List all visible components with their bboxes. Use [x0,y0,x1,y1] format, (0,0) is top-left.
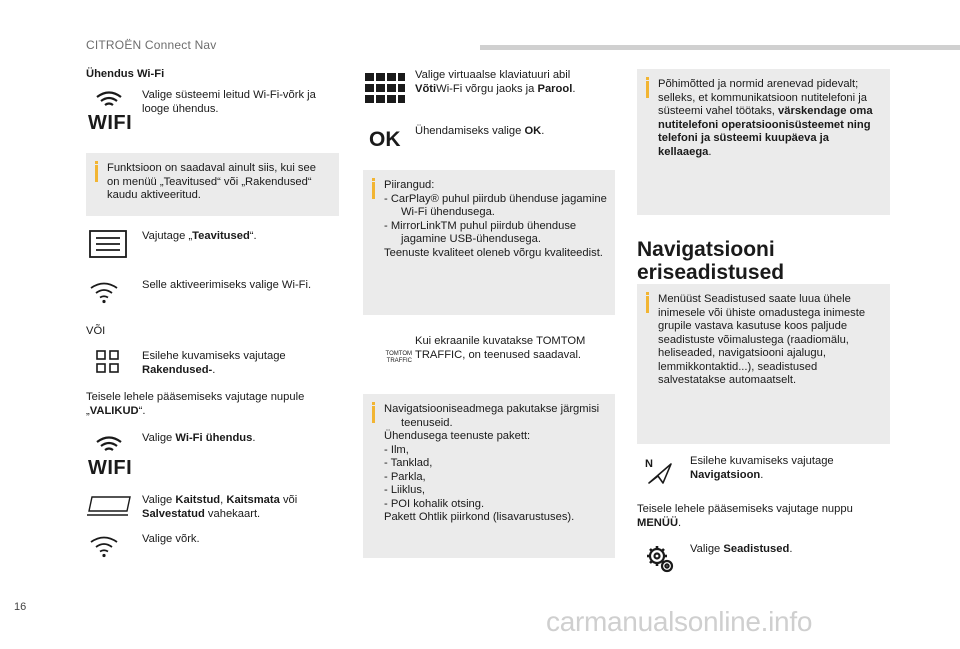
restriction-mirrorlink: - MirrorLinkTM puhul piirdub ühenduse jagamine USB-ühendusega. [384,219,577,245]
or-label: VÕI [86,325,106,337]
wifi-step-connection: Valige Wi-Fi ühendus. [142,432,256,444]
info-note-smartphone [637,69,890,215]
tomtom-traffic-text: Kui ekraanile kuvatakse TOMTOM TRAFFIC, on teenused saadaval. [415,335,586,361]
service-item: - Parkla, [384,470,426,483]
info-note-services [363,394,615,558]
navigation-icon [644,456,674,486]
settings-note-text: Menüüst Seadistused saate luua ühele inimesele või ühiste omadustega inimeste grupile vastava kasutuse koos paljude seadistuste võimalustega (raadiomälu, heliseaded, navigatsiooni ajalugu, lemmikkontaktid...), seadistused salvestatakse automaatselt. [658,293,866,386]
tab-selector-icon [86,495,132,517]
header-bar [480,45,960,50]
wifi-step-notifications: Vajutage „Teavitused“. [142,230,257,242]
services-footer: Pakett Ohtlik piirkond (lisavarustuses). [384,511,575,523]
restriction-carplay: - CarPlay® puhul piirdub ühenduse jagamine Wi-Fi ühendusega. [384,192,607,218]
notifications-icon [88,229,130,259]
wifi-logo-text: WIFI [88,457,133,479]
watermark: carmanualsonline.info [546,606,813,637]
restrictions-title: Piirangud: [384,179,435,191]
page-number: 16 [14,601,27,613]
info-note-box [86,153,339,216]
settings-gear-icon [645,544,675,574]
nav-step-settings: Valige Seadistused. [690,543,793,555]
service-item: - Liiklus, [384,484,426,496]
wifi-icon [88,280,120,304]
info-note-settings [637,284,890,444]
info-icon [372,182,375,199]
restrictions-footer: Teenuste kvaliteet oleneb võrgu kvaliteedist. [384,246,603,259]
info-icon [372,406,375,423]
wifi-icon [88,534,120,558]
menu-paragraph: Teisele lehele pääsemiseks vajutage nuppu MENÜÜ. [637,503,853,529]
wifi-step-keyboard: Valige virtuaalse klaviatuuri abil VõtiWi-Fi võrgu jaoks ja Parool. [415,69,576,95]
options-paragraph: Teisele lehele pääsemiseks vajutage nupule „VALIKUD“. [86,391,305,417]
applications-icon [96,350,120,374]
wifi-step-tabs: Valige Kaitstud, Kaitsmata või Salvestatud vahekaart. [142,494,298,520]
ok-icon: OK [369,128,401,151]
wifi-step-select-network-2: Valige võrk. [142,533,200,545]
section-heading-navigation: Navigatsiooni eriseadistused [637,238,785,284]
section-heading-wifi: Ühendus Wi-Fi [86,68,165,80]
services-intro: Navigatsiooniseadmega pakutakse järgmisi teenuseid. [384,403,600,429]
wifi-step-activate: Selle aktiveerimiseks valige Wi-Fi. [142,279,312,291]
wifi-step-ok: Ühendamiseks valige OK. [415,125,545,137]
wifi-logo-text: WIFI [88,112,133,134]
info-icon [95,165,98,182]
service-item: - Ilm, [384,443,409,456]
smartphone-note-text: Põhimõtted ja normid arenevad pidevalt; selleks, et kommunikatsioon nutitelefoni ja süsteemi vahel töötaks, värskendage oma nutitelefoni operatsioonisüsteemet ning telefoni ja süsteemi kuupäeva ja kellaaega. [658,78,873,158]
info-note-restrictions [363,170,615,315]
wifi-logo-icon [86,88,132,112]
svg-text:N: N [645,458,653,470]
running-header: CITROËN Connect Nav [86,38,217,52]
wifi-logo-icon [86,433,132,457]
info-icon [646,296,649,313]
keyboard-icon [365,73,405,103]
info-icon [646,81,649,98]
service-item: - POI kohalik otsing. [384,497,485,510]
wifi-step-select-network: Valige süsteemi leitud Wi-Fi-võrk ja looge ühendus. [142,89,316,115]
service-item: - Tanklad, [384,457,433,469]
services-pack: Ühendusega teenuste pakett: [384,430,531,442]
info-note-text: Funktsioon on saadaval ainult siis, kui see on menüü „Teavitused“ või „Rakendused“ kaudu aktiveeritud. [107,162,316,201]
wifi-step-applications: Esilehe kuvamiseks vajutage Rakendused-. [142,350,286,376]
tomtom-traffic-icon: TOMTOM TRAFFIC [385,351,412,364]
nav-step-home: Esilehe kuvamiseks vajutage Navigatsioon. [690,455,834,481]
